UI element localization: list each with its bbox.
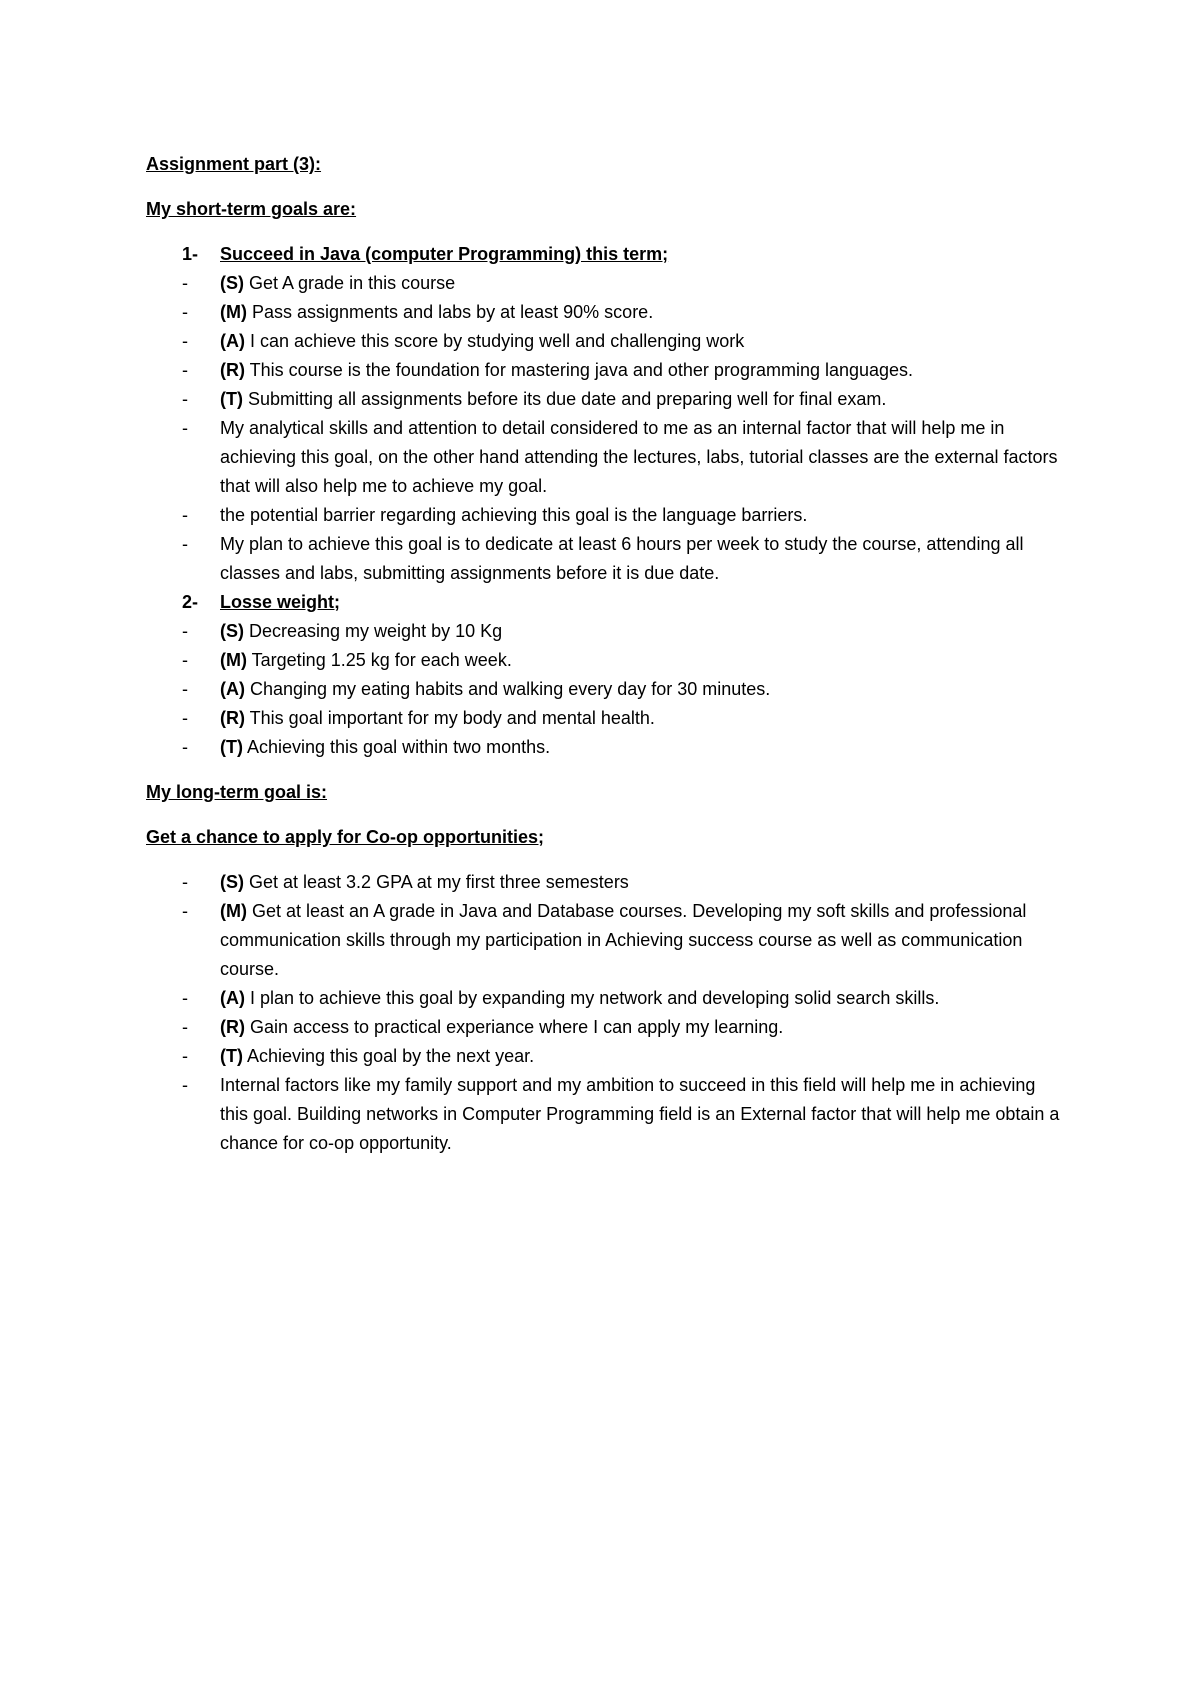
item-body: Submitting all assignments before its due date and preparing well for final exam. bbox=[242, 389, 887, 409]
long-goal-list bbox=[146, 868, 1066, 1158]
goal1-title-row bbox=[146, 240, 1066, 269]
smart-tag: (T) bbox=[220, 737, 243, 757]
list-item-text bbox=[220, 733, 1066, 762]
list-item bbox=[146, 897, 1066, 984]
bullet-dash: - bbox=[182, 389, 188, 409]
list-item-text bbox=[220, 356, 1066, 385]
list-item bbox=[146, 385, 1066, 414]
item-body: Achieving this goal by the next year. bbox=[242, 1046, 535, 1066]
list-item bbox=[146, 1042, 1066, 1071]
smart-tag: (S) bbox=[220, 273, 244, 293]
bullet-dash: - bbox=[182, 418, 188, 438]
bullet-dash: - bbox=[182, 708, 188, 728]
smart-tag: (M) bbox=[220, 650, 247, 670]
bullet-dash: - bbox=[182, 621, 188, 641]
item-body: Get A grade in this course bbox=[244, 273, 456, 293]
goal1-number: 1- bbox=[182, 244, 199, 264]
long-term-heading: My long-term goal is: bbox=[146, 782, 328, 802]
list-item-text bbox=[220, 984, 1066, 1013]
smart-tag: (R) bbox=[220, 360, 245, 380]
list-item bbox=[146, 984, 1066, 1013]
list-item bbox=[146, 327, 1066, 356]
smart-tag: (T) bbox=[220, 1046, 243, 1066]
goal2-title: Losse weight; bbox=[220, 592, 341, 612]
bullet-dash: - bbox=[182, 1075, 188, 1095]
smart-tag: (R) bbox=[220, 708, 245, 728]
bullet-dash: - bbox=[182, 1017, 188, 1037]
list-item-text bbox=[220, 298, 1066, 327]
list-item-text bbox=[220, 704, 1066, 733]
bullet-dash: - bbox=[182, 331, 188, 351]
list-item-text bbox=[220, 1042, 1066, 1071]
list-item bbox=[146, 298, 1066, 327]
list-item-text bbox=[220, 269, 1066, 298]
list-item bbox=[146, 269, 1066, 298]
bullet-dash: - bbox=[182, 737, 188, 757]
item-body: I plan to achieve this goal by expanding my network and developing solid search skills. bbox=[245, 988, 940, 1008]
bullet-dash: - bbox=[182, 872, 188, 892]
smart-tag: (T) bbox=[220, 389, 243, 409]
long-goal-title: Get a chance to apply for Co-op opportunities; bbox=[146, 827, 545, 847]
bullet-dash: - bbox=[182, 505, 188, 525]
item-body: This course is the foundation for mastering java and other programming languages. bbox=[245, 360, 914, 380]
short-term-heading: My short-term goals are: bbox=[146, 199, 357, 219]
list-item-text bbox=[220, 327, 1066, 356]
list-item bbox=[146, 414, 1066, 501]
smart-tag: (A) bbox=[220, 679, 245, 699]
list-item-text bbox=[220, 675, 1066, 704]
list-item-text: Internal factors like my family support and my ambition to succeed in this field will help me in achieving this goal. Building networks in Computer Programming field is an External factor that will help me obtain a chance for co-op opportunity. bbox=[220, 1075, 1060, 1153]
list-item-text: My plan to achieve this goal is to dedicate at least 6 hours per week to study the course, attending all classes and labs, submitting assignments before it is due date. bbox=[220, 534, 1024, 583]
smart-tag: (R) bbox=[220, 1017, 245, 1037]
list-item bbox=[146, 501, 1066, 530]
smart-tag: (A) bbox=[220, 988, 245, 1008]
list-item bbox=[146, 1013, 1066, 1042]
list-item-text bbox=[220, 385, 1066, 414]
goal1-title: Succeed in Java (computer Programming) this term; bbox=[220, 244, 669, 264]
smart-tag: (M) bbox=[220, 901, 247, 921]
bullet-dash: - bbox=[182, 273, 188, 293]
list-item-text: My analytical skills and attention to detail considered to me as an internal factor that will help me in achieving this goal, on the other hand attending the lectures, labs, tutorial classes are the external factors that will also help me to achieve my goal. bbox=[220, 418, 1058, 496]
item-body: Decreasing my weight by 10 Kg bbox=[244, 621, 503, 641]
list-item-text: the potential barrier regarding achieving this goal is the language barriers. bbox=[220, 505, 808, 525]
bullet-dash: - bbox=[182, 988, 188, 1008]
smart-tag: (S) bbox=[220, 621, 244, 641]
bullet-dash: - bbox=[182, 679, 188, 699]
item-body: Targeting 1.25 kg for each week. bbox=[246, 650, 512, 670]
bullet-dash: - bbox=[182, 534, 188, 554]
bullet-dash: - bbox=[182, 901, 188, 921]
list-item bbox=[146, 356, 1066, 385]
assignment-title: Assignment part (3): bbox=[146, 154, 322, 174]
item-body: Pass assignments and labs by at least 90% score. bbox=[246, 302, 654, 322]
bullet-dash: - bbox=[182, 1046, 188, 1066]
smart-tag: (M) bbox=[220, 302, 247, 322]
list-item bbox=[146, 646, 1066, 675]
list-item bbox=[146, 675, 1066, 704]
item-body: Gain access to practical experiance where I can apply my learning. bbox=[245, 1017, 784, 1037]
list-item bbox=[146, 733, 1066, 762]
list-item bbox=[146, 1071, 1066, 1158]
item-body: I can achieve this score by studying well and challenging work bbox=[245, 331, 745, 351]
list-item bbox=[146, 617, 1066, 646]
list-item-text bbox=[220, 646, 1066, 675]
document-content bbox=[146, 150, 1066, 1158]
goal2-number: 2- bbox=[182, 592, 199, 612]
list-item-text bbox=[220, 617, 1066, 646]
goal2-list bbox=[146, 588, 1066, 762]
item-body: This goal important for my body and mental health. bbox=[245, 708, 655, 728]
bullet-dash: - bbox=[182, 650, 188, 670]
smart-tag: (A) bbox=[220, 331, 245, 351]
bullet-dash: - bbox=[182, 302, 188, 322]
goal1-list bbox=[146, 240, 1066, 588]
list-item bbox=[146, 868, 1066, 897]
bullet-dash: - bbox=[182, 360, 188, 380]
list-item-text bbox=[220, 1013, 1066, 1042]
smart-tag: (S) bbox=[220, 872, 244, 892]
list-item-text bbox=[220, 897, 1066, 984]
item-body: Changing my eating habits and walking every day for 30 minutes. bbox=[245, 679, 771, 699]
item-body: Get at least an A grade in Java and Database courses. Developing my soft skills and professional communication skills through my participation in Achieving success course as well as communication course. bbox=[220, 901, 1027, 979]
item-body: Get at least 3.2 GPA at my first three semesters bbox=[244, 872, 629, 892]
list-item bbox=[146, 704, 1066, 733]
goal2-title-row bbox=[146, 588, 1066, 617]
list-item bbox=[146, 530, 1066, 588]
list-item-text bbox=[220, 868, 1066, 897]
item-body: Achieving this goal within two months. bbox=[242, 737, 551, 757]
